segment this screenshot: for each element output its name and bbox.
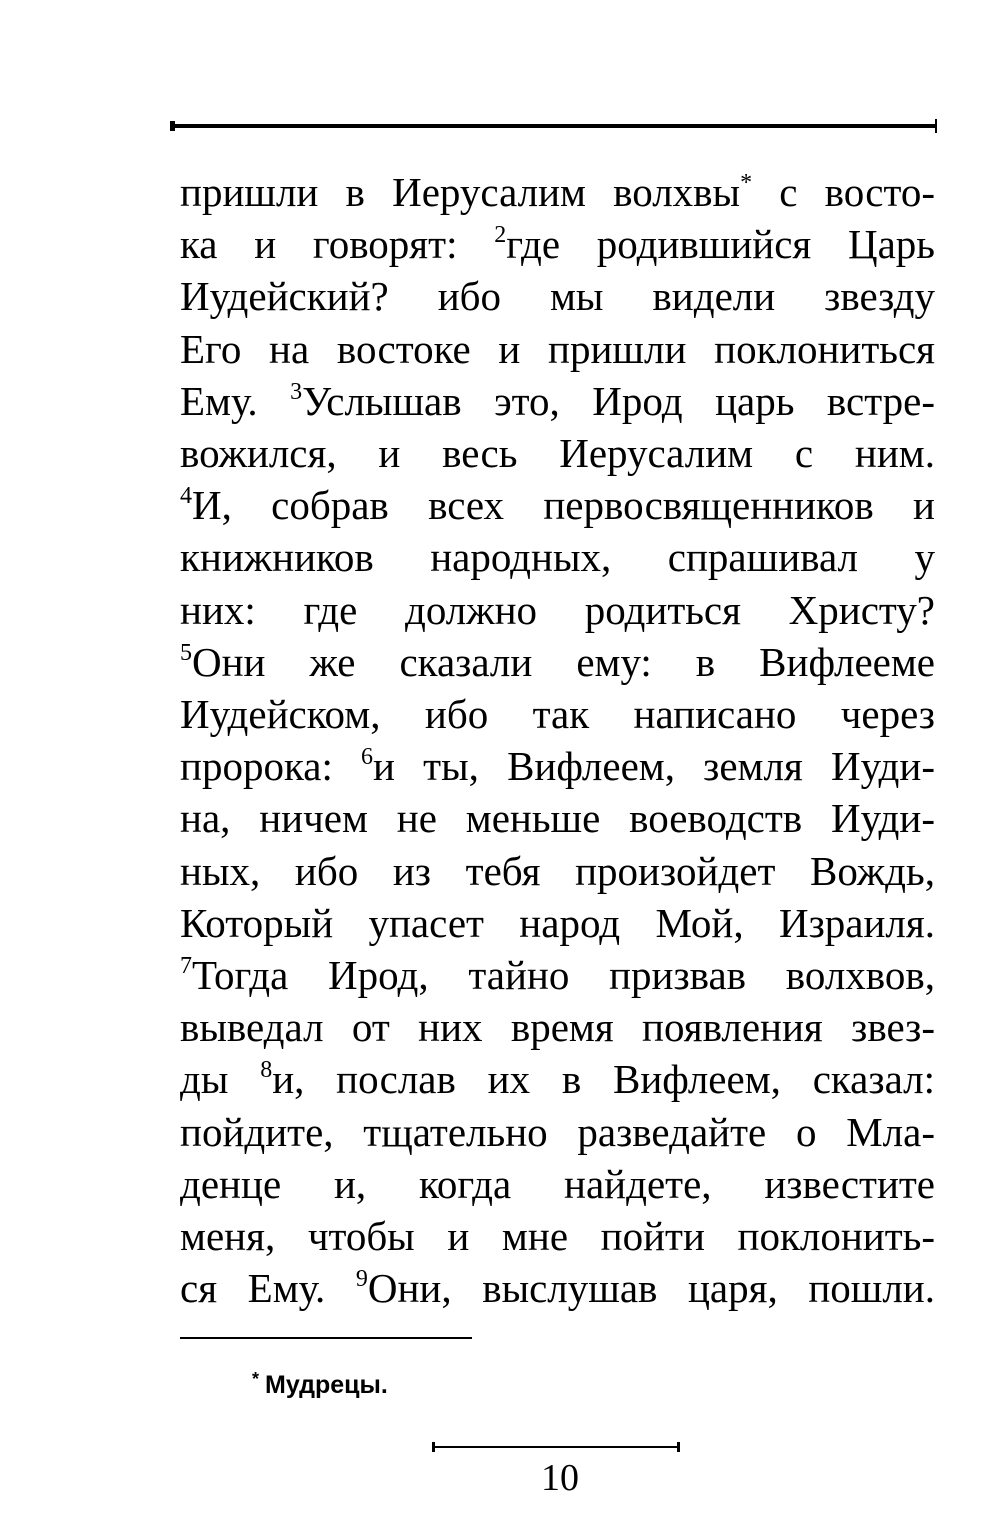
text-run: Услышав это, Ирод царь встре- <box>302 377 935 424</box>
text-run: и, послав их в Вифлеем, сказал: <box>272 1056 935 1103</box>
footnote-text: Мудрецы. <box>265 1371 388 1399</box>
text-run: Который упасет народ Мой, Израиля. <box>180 899 935 946</box>
verse-number: 4 <box>180 483 192 510</box>
text-line <box>180 1158 935 1210</box>
page-number-rule <box>432 1446 680 1448</box>
verse-number: 5 <box>180 639 192 666</box>
text-line <box>180 949 935 1001</box>
text-line <box>180 845 935 897</box>
text-line <box>180 1210 935 1262</box>
text-line <box>180 323 935 375</box>
text-run: вожился, и весь Иерусалим с ним. <box>180 430 935 477</box>
text-run: Иудейский? ибо мы видели звезду <box>180 273 935 320</box>
footnote-reference: * <box>740 170 753 196</box>
text-line <box>180 531 935 583</box>
text-run: ных, ибо из тебя произойдет Вождь, <box>180 847 935 894</box>
text-run: И, собрав всех первосвященников и <box>192 482 935 529</box>
text-line <box>180 688 935 740</box>
text-run: денце и, когда найдете, известите <box>180 1160 935 1207</box>
text-run: ды <box>180 1056 261 1103</box>
text-run: и ты, Вифлеем, земля Иуди- <box>373 743 935 790</box>
text-line <box>180 479 935 531</box>
text-line <box>180 166 935 218</box>
text-run: на, ничем не меньше воеводств Иуди- <box>180 795 935 842</box>
text-line <box>180 584 935 636</box>
text-line <box>180 1106 935 1158</box>
text-line <box>180 636 935 688</box>
text-line <box>180 218 935 270</box>
scripture-text <box>180 166 935 1314</box>
text-line <box>180 792 935 844</box>
text-run: них: где должно родиться Христу? <box>180 586 935 633</box>
verse-number: 2 <box>494 222 507 249</box>
text-run: книжников народных, спрашивал у <box>180 534 935 581</box>
header-rule <box>172 124 936 128</box>
text-run: меня, чтобы и мне пойти поклонить- <box>180 1213 935 1260</box>
verse-number: 6 <box>361 744 374 771</box>
text-run: пророка: <box>180 743 362 790</box>
text-line <box>180 1001 935 1053</box>
text-run: с восто- <box>752 169 935 215</box>
verse-number: 3 <box>290 378 303 405</box>
text-run: выведал от них время появления звез- <box>180 1004 935 1051</box>
footnote <box>252 1364 388 1400</box>
verse-number: 8 <box>260 1057 273 1084</box>
text-run: Иудейском, ибо так написано через <box>180 691 935 738</box>
verse-number: 9 <box>355 1266 368 1293</box>
text-run: Тогда Ирод, тайно призвав волхвов, <box>192 952 935 999</box>
text-line <box>180 427 935 479</box>
text-run: Они же сказали ему: в Вифлееме <box>192 638 935 685</box>
text-run: Его на востоке и пришли поклониться <box>180 325 935 372</box>
text-line <box>180 1262 935 1314</box>
text-run: пришли в Иерусалим волхвы <box>180 169 741 215</box>
text-run: ся Ему. <box>180 1265 356 1312</box>
footnote-mark: * <box>252 1369 260 1389</box>
text-run: пойдите, тщательно разведайте о Мла- <box>180 1108 935 1155</box>
text-line <box>180 1053 935 1105</box>
text-run: где родившийся Царь <box>506 221 936 268</box>
verse-number: 7 <box>180 953 192 980</box>
text-line <box>180 897 935 949</box>
footnote-separator <box>180 1337 472 1339</box>
text-line <box>180 270 935 322</box>
text-run: ка и говорят: <box>180 221 495 268</box>
text-line <box>180 375 935 427</box>
page-number: 10 <box>541 1457 579 1499</box>
text-run: Ему. <box>180 377 291 424</box>
text-line <box>180 740 935 792</box>
text-run: Они, выслушав царя, пошли. <box>367 1265 935 1312</box>
